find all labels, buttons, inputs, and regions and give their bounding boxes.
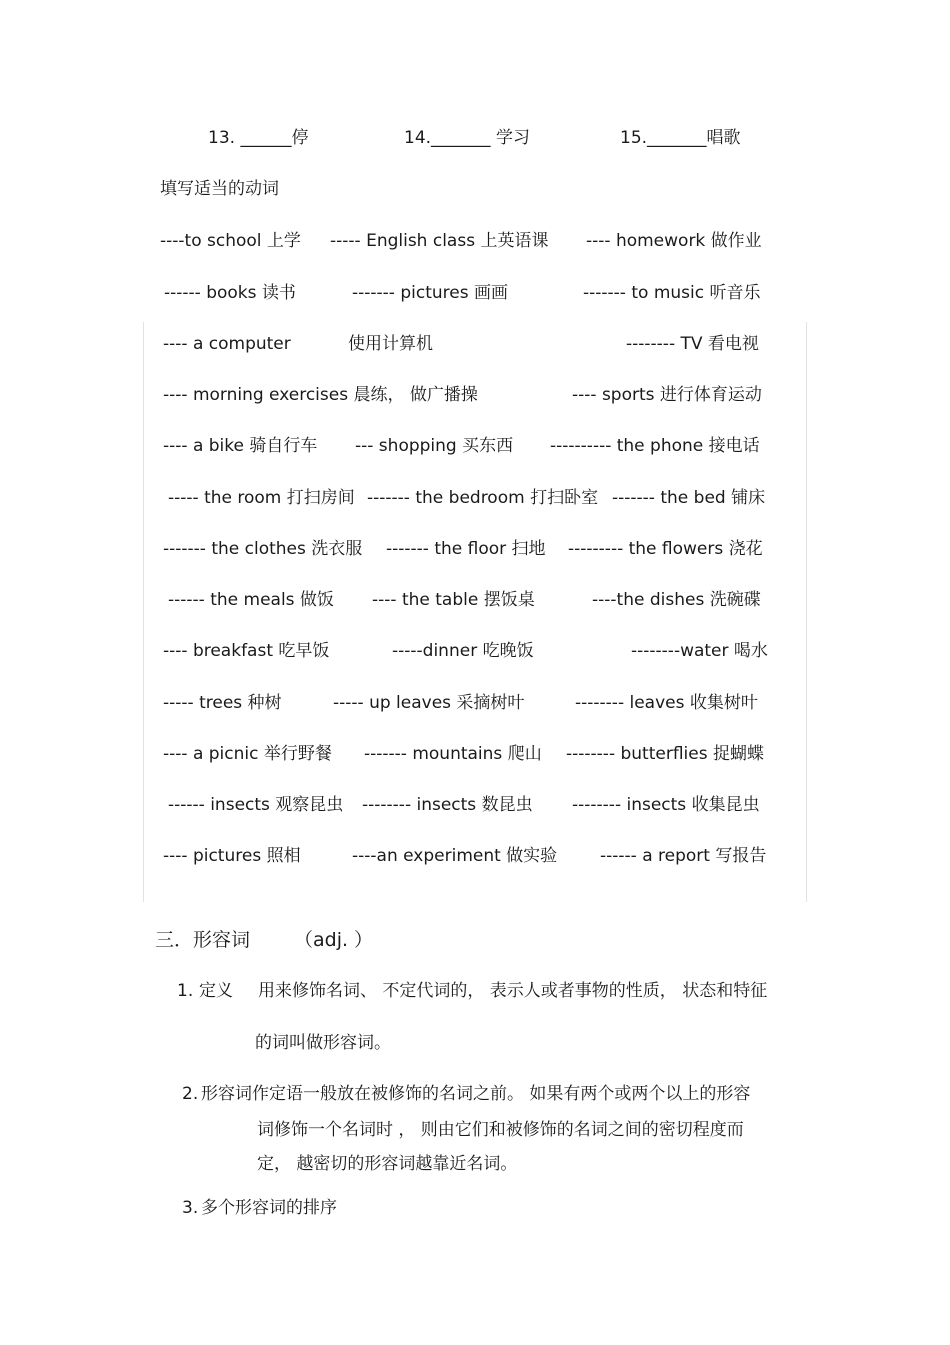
phrase-item: --------water 喝水 bbox=[631, 641, 768, 661]
point-number: 2. bbox=[182, 1084, 199, 1104]
phrase-item: -------- butterflies 捉蝴蝶 bbox=[566, 744, 764, 764]
table-right-border bbox=[806, 322, 807, 902]
point-number: 1. bbox=[177, 981, 194, 1001]
phrase-item: ----the dishes 洗碗碟 bbox=[592, 590, 761, 610]
phrase-item: ------- mountains 爬山 bbox=[364, 744, 542, 764]
blank-15: 15._______唱歌 bbox=[620, 128, 741, 148]
phrase-item: ----- the room 打扫房间 bbox=[168, 488, 355, 508]
phrase-item: ----- trees 种树 bbox=[163, 693, 282, 713]
phrase-item: --------- the flowers 浇花 bbox=[568, 539, 763, 559]
point-title: 定义 bbox=[199, 981, 233, 1001]
phrase-item: ---- a bike 骑自行车 bbox=[163, 436, 318, 456]
table-left-border bbox=[143, 322, 144, 902]
phrase-item: ------ the meals 做饭 bbox=[168, 590, 334, 610]
section-abbr: （adj. ） bbox=[294, 929, 374, 951]
phrase-item: ---- homework 做作业 bbox=[586, 231, 762, 251]
phrase-item: ----- up leaves 采摘树叶 bbox=[333, 693, 525, 713]
point-text: 用来修饰名词、 不定代词的， 表示人或者事物的性质， 状态和特征 bbox=[258, 981, 768, 1001]
phrase-item: ------- the clothes 洗衣服 bbox=[163, 539, 363, 559]
phrase-item: ------ a report 写报告 bbox=[600, 846, 767, 866]
phrase-item: ---- morning exercises 晨练， 做广播操 bbox=[163, 385, 478, 405]
phrase-item: -------- TV 看电视 bbox=[626, 334, 759, 354]
blank-14: 14._______ 学习 bbox=[404, 128, 530, 148]
phrase-item: -------- leaves 收集树叶 bbox=[575, 693, 758, 713]
point-text-cont: 的词叫做形容词。 bbox=[255, 1033, 391, 1053]
point-text-cont: 定， 越密切的形容词越靠近名词。 bbox=[257, 1154, 518, 1174]
phrase-item: ---- a computer bbox=[163, 334, 291, 354]
blank-13: 13. ______停 bbox=[208, 128, 309, 148]
point-number: 3. bbox=[182, 1198, 199, 1218]
phrase-item: ---- breakfast 吃早饭 bbox=[163, 641, 330, 661]
phrase-item: ---- a picnic 举行野餐 bbox=[163, 744, 332, 764]
phrase-item: --- shopping 买东西 bbox=[355, 436, 514, 456]
phrase-item: ------- the bed 铺床 bbox=[612, 488, 766, 508]
phrase-item: ----an experiment 做实验 bbox=[352, 846, 558, 866]
phrase-item: ------ insects 观察昆虫 bbox=[168, 795, 344, 815]
point-text: 形容词作定语一般放在被修饰的名词之前。 如果有两个或两个以上的形容 bbox=[201, 1084, 751, 1104]
phrase-item: ---- pictures 照相 bbox=[163, 846, 301, 866]
phrase-item: ----to school 上学 bbox=[160, 231, 301, 251]
phrase-item: -----dinner 吃晚饭 bbox=[392, 641, 534, 661]
point-text-cont: 词修饰一个名词时 ， 则由它们和被修饰的名词之间的密切程度而 bbox=[257, 1120, 744, 1140]
phrase-item: ------- pictures 画画 bbox=[352, 283, 508, 303]
phrase-item: ---- the table 摆饭桌 bbox=[372, 590, 535, 610]
phrase-item: ----- English class 上英语课 bbox=[330, 231, 549, 251]
point-text: 多个形容词的排序 bbox=[201, 1198, 337, 1218]
phrase-item: ------- the floor 扫地 bbox=[386, 539, 546, 559]
section-heading: 三．形容词 bbox=[155, 929, 251, 951]
phrase-item: 使用计算机 bbox=[348, 334, 433, 354]
phrase-item: ------ books 读书 bbox=[164, 283, 296, 303]
phrase-item: -------- insects 收集昆虫 bbox=[572, 795, 760, 815]
phrase-item: ---------- the phone 接电话 bbox=[550, 436, 760, 456]
phrase-item: ---- sports 进行体育运动 bbox=[572, 385, 762, 405]
phrase-item: ------- to music 听音乐 bbox=[583, 283, 761, 303]
phrase-item: -------- insects 数昆虫 bbox=[362, 795, 533, 815]
phrase-item: ------- the bedroom 打扫卧室 bbox=[367, 488, 599, 508]
instruction: 填写适当的动词 bbox=[160, 179, 279, 199]
